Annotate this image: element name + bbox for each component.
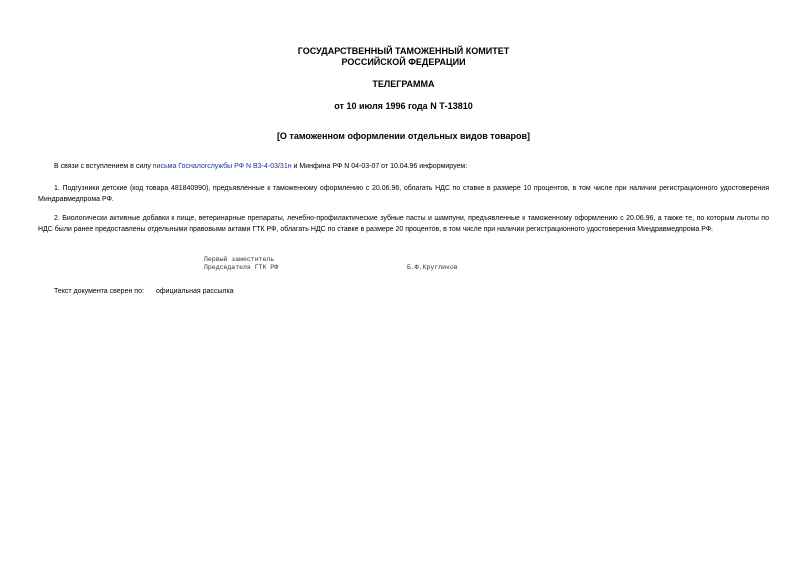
intro-text-after: и Минфина РФ N 04-03-07 от 10.04.96 информируем: bbox=[291, 163, 468, 170]
doc-title: [О таможенном оформлении отдельных видов товаров] bbox=[276, 131, 531, 141]
intro-text-before: В связи с вступлением в силу bbox=[54, 163, 153, 170]
doc-type: ТЕЛЕГРАММА bbox=[372, 79, 435, 89]
footer-label: Текст документа сверен по: bbox=[54, 288, 144, 295]
org-name-line2: РОССИЙСКОЙ ФЕДЕРАЦИИ bbox=[341, 57, 466, 67]
org-name-line1: ГОСУДАРСТВЕННЫЙ ТАМОЖЕННЫЙ КОМИТЕТ bbox=[297, 46, 510, 56]
signature-position-line1: Первый заместитель bbox=[204, 256, 275, 263]
item-2-paragraph: 2. Биологически активные добавки к пище, ветеринарные препараты, лечебно-профилактические зубные пасты и шампуни, предъявленные к таможенному оформлению с 20.06.96, а также те, по которым льготы по НДС были ранее предоставлены отдельными правовыми актами ГТК РФ, облагать НДС по ставке в размере 20 процентов, в том числе при наличии регистрационного удостоверения Миндравмедпрома РФ. bbox=[38, 215, 769, 233]
intro-paragraph bbox=[38, 161, 769, 172]
footer-source: официальная рассылка bbox=[156, 288, 234, 295]
doc-date: от 10 июля 1996 года N Т-13810 bbox=[334, 101, 473, 111]
letter-link[interactable]: письма Госналогслужбы РФ N ВЗ-4-03/31н bbox=[152, 163, 292, 170]
signature-position-line2: Председателя ГТК РФ bbox=[204, 264, 279, 271]
item-1-paragraph: 1. Подгузники детские (код товара 481840990), предъявленные к таможенному оформлению с 20.06.96, облагать НДС по ставке в размере 10 процентов, в том числе при наличии регистрационного удостоверения Миндравмедпрома РФ. bbox=[38, 185, 769, 203]
signature-name: Б.Ф.Кругликов bbox=[407, 264, 458, 271]
